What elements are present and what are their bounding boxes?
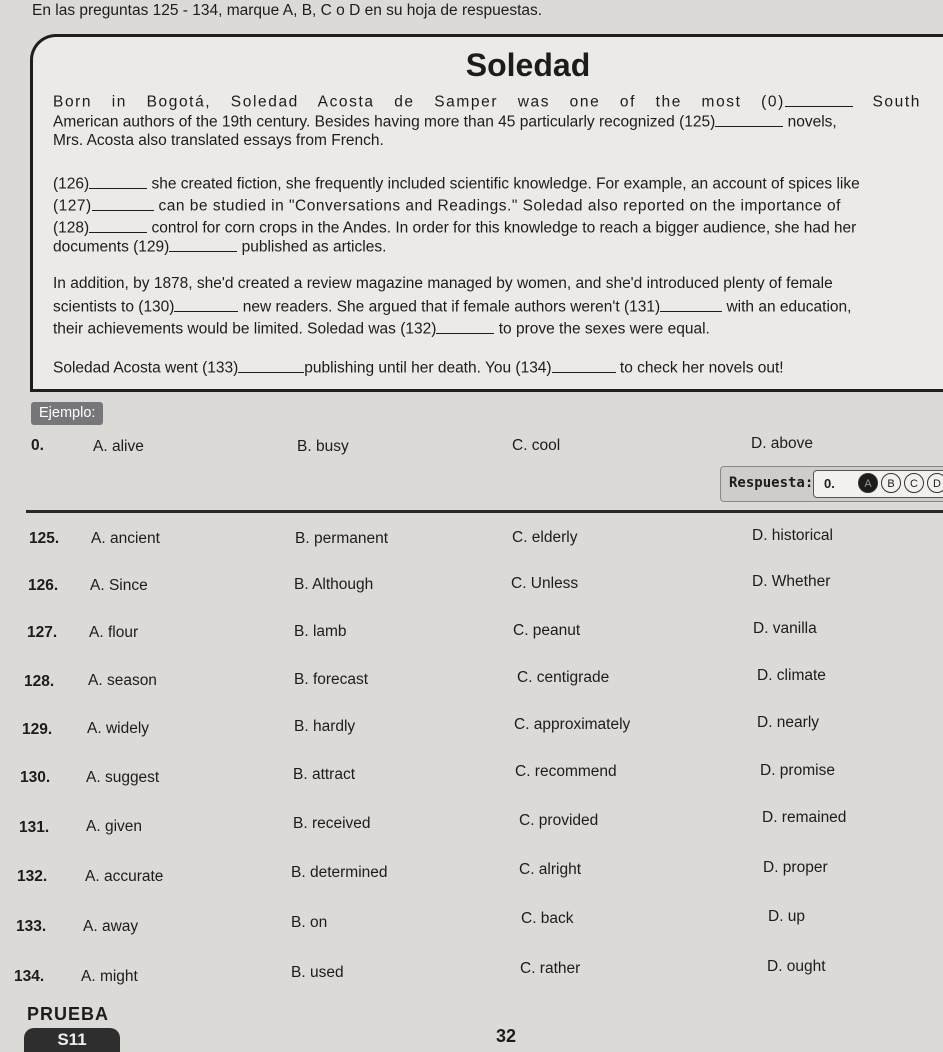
option-b: B. on [291,914,328,931]
option-c: C. back [521,910,574,927]
example-option-b: B. busy [297,438,349,455]
option-b: B. used [291,964,344,981]
option-c: C. approximately [514,716,631,733]
option-b: B. hardly [294,718,356,735]
question-number: 127. [27,624,58,641]
option-d: D. vanilla [753,620,817,637]
answer-number: 0. [824,476,835,491]
question-number: 132. [17,868,48,885]
passage-line: their achievements would be limited. Soledad was (132) to prove the sexes were equal. [53,317,710,339]
option-b: B. received [293,815,371,832]
passage-line: In addition, by 1878, she'd created a review magazine managed by women, and she'd introduced plenty of female [53,275,833,292]
passage-title: Soledad [465,47,591,83]
option-b: B. forecast [294,671,369,688]
example-option-c: C. cool [512,437,561,454]
example-option-a: A. alive [93,438,144,455]
answer-example-box [720,466,943,502]
option-b: B. determined [291,864,388,881]
test-code-tab: S11 [24,1028,120,1052]
option-d: D. promise [760,762,835,779]
option-a: A. suggest [86,769,160,786]
bubble-d: D [927,473,943,493]
example-label: Ejemplo: [31,402,103,425]
option-c: C. provided [519,812,599,829]
passage-line: (126) she created fiction, she frequently included scientific knowledge. For example, an account of spices like [53,172,860,194]
page-number: 32 [496,1026,517,1046]
option-a: A. widely [87,720,150,737]
question-number: 131. [19,819,50,836]
option-a: A. season [88,672,157,689]
section-label: PRUEBA [27,1004,110,1024]
option-c: C. elderly [512,529,578,546]
option-c: C. alright [519,861,582,878]
bubble-a-filled: A [858,473,878,493]
option-c: C. peanut [513,622,581,639]
option-d: D. nearly [757,714,820,731]
passage-line: Mrs. Acosta also translated essays from French. [53,132,384,149]
passage-line: American authors of the 19th century. Besides having more than 45 particularly recognized (125) novels, [53,110,837,132]
instructions: En las preguntas 125 - 134, marque A, B, C o D en su hoja de respuestas. [32,2,543,19]
option-d: D. ought [767,958,826,975]
question-number: 134. [14,968,45,985]
question-number: 128. [24,673,55,690]
option-b: B. permanent [295,530,389,547]
option-d: D. climate [757,667,826,684]
option-a: A. accurate [85,868,164,885]
option-c: C. centigrade [517,669,610,686]
question-number: 126. [28,577,59,594]
passage-line: scientists to (130) new readers. She argued that if female authors weren't (131) with an education, [53,295,851,317]
option-a: A. Since [90,577,148,594]
option-c: C. Unless [511,575,579,592]
example-option-d: D. above [751,435,814,452]
option-b: B. lamb [294,623,347,640]
question-number: 129. [22,721,53,738]
question-number: 133. [16,918,47,935]
option-b: B. Although [294,576,374,593]
option-d: D. remained [762,809,847,826]
passage-line: Born in Bogotá, Soledad Acosta de Samper was one of the most (0) South [53,90,921,112]
option-d: D. historical [752,527,833,544]
option-c: C. recommend [515,763,617,780]
option-c: C. rather [520,960,581,977]
answer-bubble-row [813,470,943,498]
section-divider [26,510,943,513]
option-a: A. ancient [91,530,160,547]
question-number: 125. [29,530,60,547]
option-d: D. proper [763,859,828,876]
answer-label: Respuesta: [729,475,814,491]
option-a: A. given [86,818,143,835]
option-d: D. Whether [752,573,831,590]
option-a: A. flour [89,624,139,641]
reading-passage [30,34,943,392]
option-a: A. might [81,968,138,985]
option-d: D. up [768,908,806,925]
option-b: B. attract [293,766,356,783]
passage-line: (128) control for corn crops in the Andes. In order for this knowledge to reach a bigger audience, she had her [53,216,856,238]
option-a: A. away [83,918,139,935]
bubble-b: B [881,473,901,493]
example-number: 0. [31,437,44,454]
passage-line: Soledad Acosta went (133) publishing until her death. You (134) to check her novels out! [53,356,784,378]
bubble-c: C [904,473,924,493]
passage-line: (127) can be studied in "Conversations and Readings." Soledad also reported on the importance of [53,194,841,216]
passage-line: documents (129) published as articles. [53,235,386,257]
question-number: 130. [20,769,51,786]
